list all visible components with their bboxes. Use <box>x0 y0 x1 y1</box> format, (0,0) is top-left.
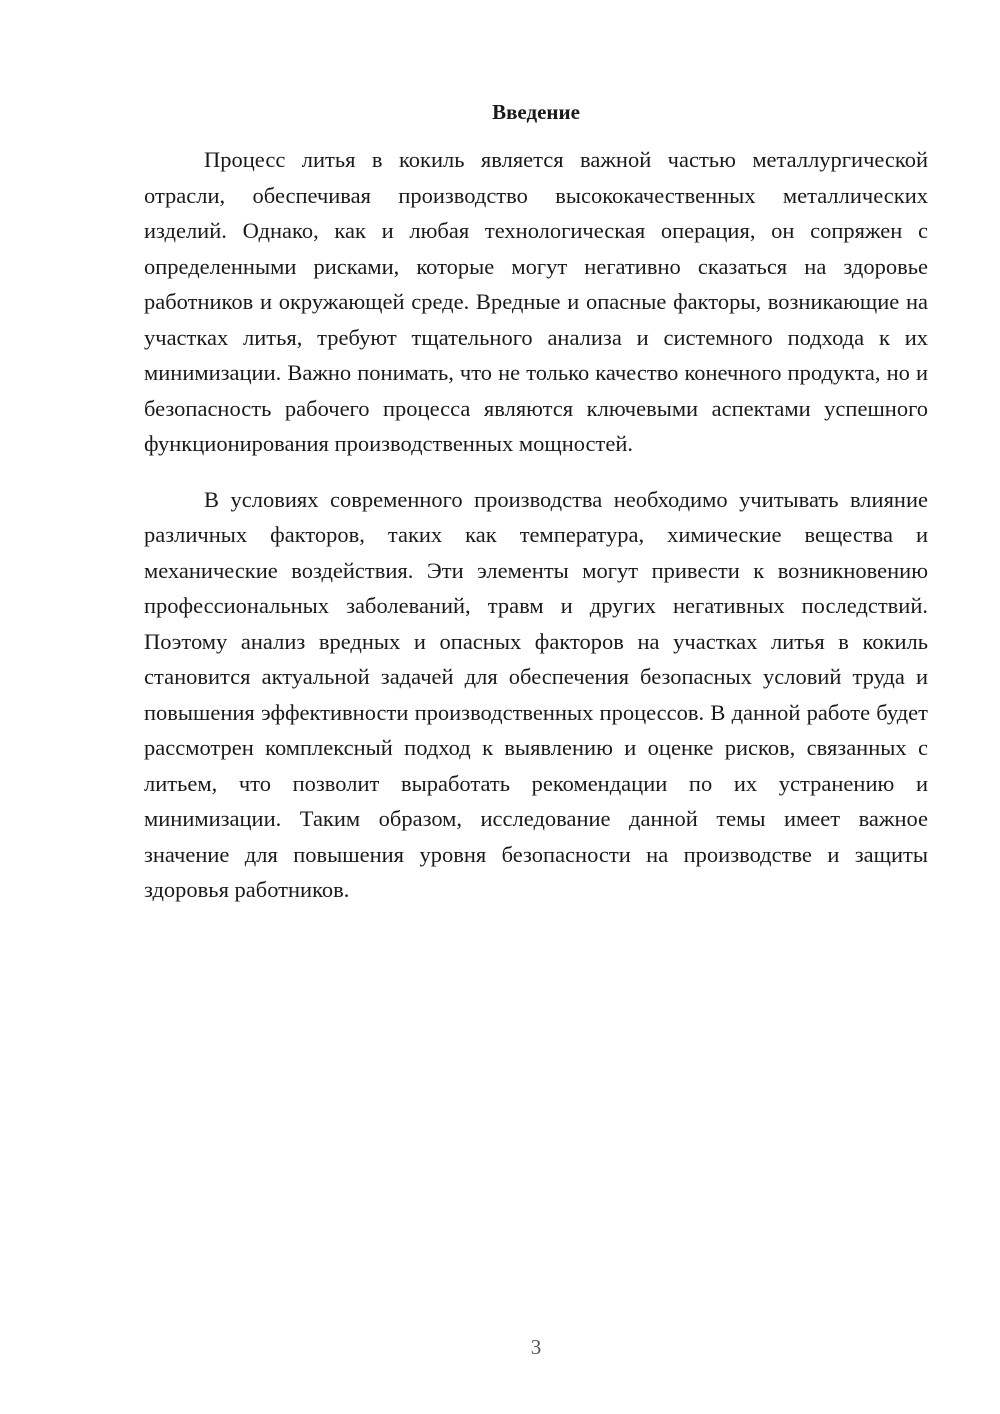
paragraph-2: В условиях современного производства необходимо учитывать влияние различных факторов, таких как температура, химические вещества и механические воздействия. Эти элементы могут привести к возникновению профессиональных заболеваний, травм и других негативных последствий. Поэтому анализ вредных и опасных факторов на участках литья в кокиль становится актуальной задачей для обеспечения безопасных условий труда и повышения эффективности производственных процессов. В данной работе будет рассмотрен комплексный подход к выявлению и оценке рисков, связанных с литьем, что позволит выработать рекомендации по их устранению и минимизации. Таким образом, исследование данной темы имеет важное значение для повышения уровня безопасности на производстве и защиты здоровья работников. <box>144 486 928 902</box>
body-text <box>144 142 928 908</box>
paragraph-1: Процесс литья в кокиль является важной частью металлургической отрасли, обеспечивая производство высококачественных металлических изделий. Однако, как и любая технологическая операция, он сопряжен с определенными рисками, которые могут негативно сказаться на здоровье работников и окружающей среде. Вредные и опасные факторы, возникающие на участках литья, требуют тщательного анализа и системного подхода к их минимизации. Важно понимать, что не только качество конечного продукта, но и безопасность рабочего процесса являются ключевыми аспектами успешного функционирования производственных мощностей. <box>144 147 928 456</box>
section-heading: Введение <box>492 100 580 124</box>
page-number: 3 <box>530 1335 542 1359</box>
